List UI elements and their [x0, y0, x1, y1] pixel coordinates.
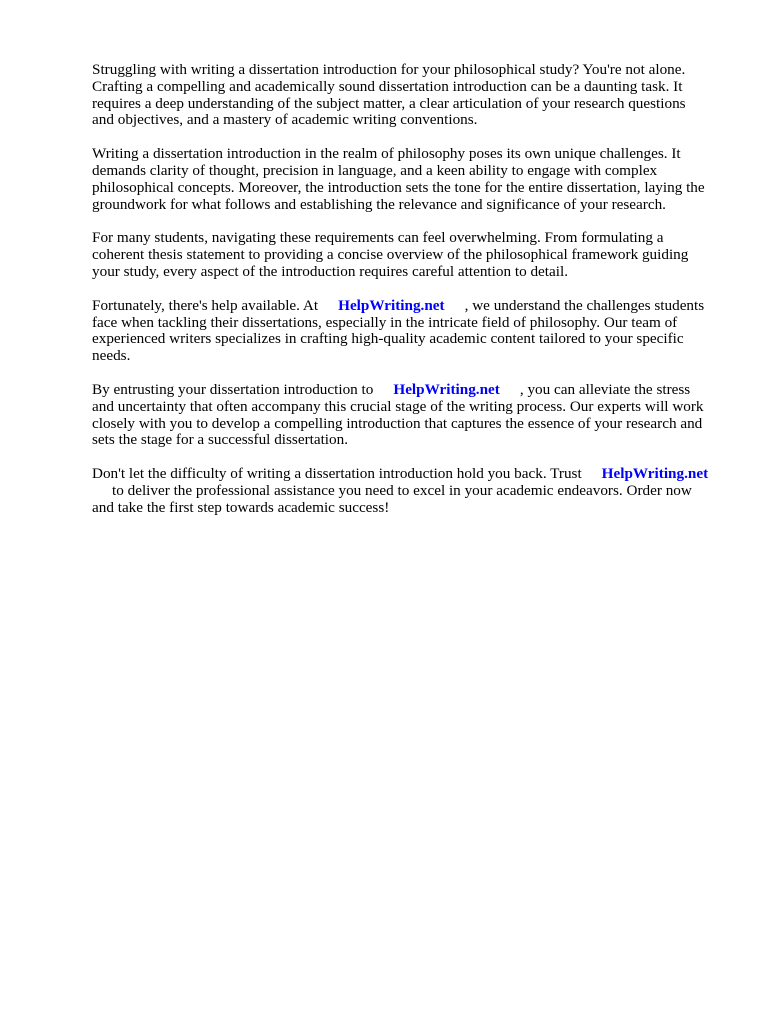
- paragraph-line: Writing a dissertation introduction in the realm of philosophy poses its own unique challenges. It: [92, 145, 681, 163]
- helpwriting-link[interactable]: HelpWriting.net: [601, 465, 709, 483]
- paragraph-line: needs.: [92, 347, 131, 365]
- paragraph-line: [92, 466, 732, 483]
- paragraph-6: [92, 466, 732, 516]
- paragraph-line: For many students, navigating these requirements can feel overwhelming. From formulating a: [92, 229, 664, 247]
- paragraph-line: and objectives, and a mastery of academic writing conventions.: [92, 111, 478, 129]
- paragraph-line: Struggling with writing a dissertation introduction for your philosophical study? You're not alone.: [92, 61, 686, 78]
- paragraph-line: experienced writers specializes in crafting high-quality academic content tailored to your specific: [92, 330, 684, 348]
- paragraph-line: [92, 298, 732, 315]
- paragraph-line: and uncertainty that often accompany this crucial stage of the writing process. Our experts will work: [92, 397, 704, 415]
- paragraph-line: groundwork for what follows and establishing the relevance and significance of your research.: [92, 195, 666, 213]
- paragraph-line: demands clarity of thought, precision in language, and a keen ability to engage with complex: [92, 161, 658, 179]
- paragraph-1: [92, 62, 732, 129]
- helpwriting-link[interactable]: HelpWriting.net: [338, 296, 445, 314]
- paragraph-5: [92, 382, 732, 449]
- paragraph-3: [92, 230, 732, 280]
- paragraph-line: coherent thesis statement to providing a concise overview of the philosophical framework guiding: [92, 246, 689, 264]
- paragraph-line: philosophical concepts. Moreover, the introduction sets the tone for the entire dissertation, laying the: [92, 178, 705, 196]
- document-page: [92, 62, 732, 534]
- paragraph-line: closely with you to develop a compelling introduction that captures the essence of your research and: [92, 414, 703, 432]
- helpwriting-link[interactable]: HelpWriting.net: [393, 380, 500, 398]
- text-before-link: Fortunately, there's help available. At: [92, 296, 319, 314]
- text-after-link: , we understand the challenges students: [464, 296, 705, 314]
- text-before-link: Don't let the difficulty of writing a dissertation introduction hold you back. Trust: [92, 465, 582, 483]
- paragraph-line: your study, every aspect of the introduction requires careful attention to detail.: [92, 262, 568, 280]
- paragraph-line: and take the first step towards academic success!: [92, 498, 390, 516]
- paragraph-line: requires a deep understanding of the subject matter, a clear articulation of your research questions: [92, 94, 686, 112]
- paragraph-line: face when tackling their dissertations, especially in the intricate field of philosophy. Our team of: [92, 313, 678, 331]
- text-after-link: , you can alleviate the stress: [519, 380, 691, 398]
- paragraph-line: Crafting a compelling and academically sound dissertation introduction can be a daunting task. It: [92, 77, 683, 95]
- paragraph-line: sets the stage for a successful dissertation.: [92, 431, 349, 449]
- paragraph-line: to deliver the professional assistance you need to excel in your academic endeavors. Order now: [112, 481, 692, 499]
- paragraph-line: [92, 382, 732, 399]
- paragraph-4: [92, 298, 732, 365]
- text-before-link: By entrusting your dissertation introduction to: [92, 380, 374, 398]
- paragraph-2: [92, 146, 732, 213]
